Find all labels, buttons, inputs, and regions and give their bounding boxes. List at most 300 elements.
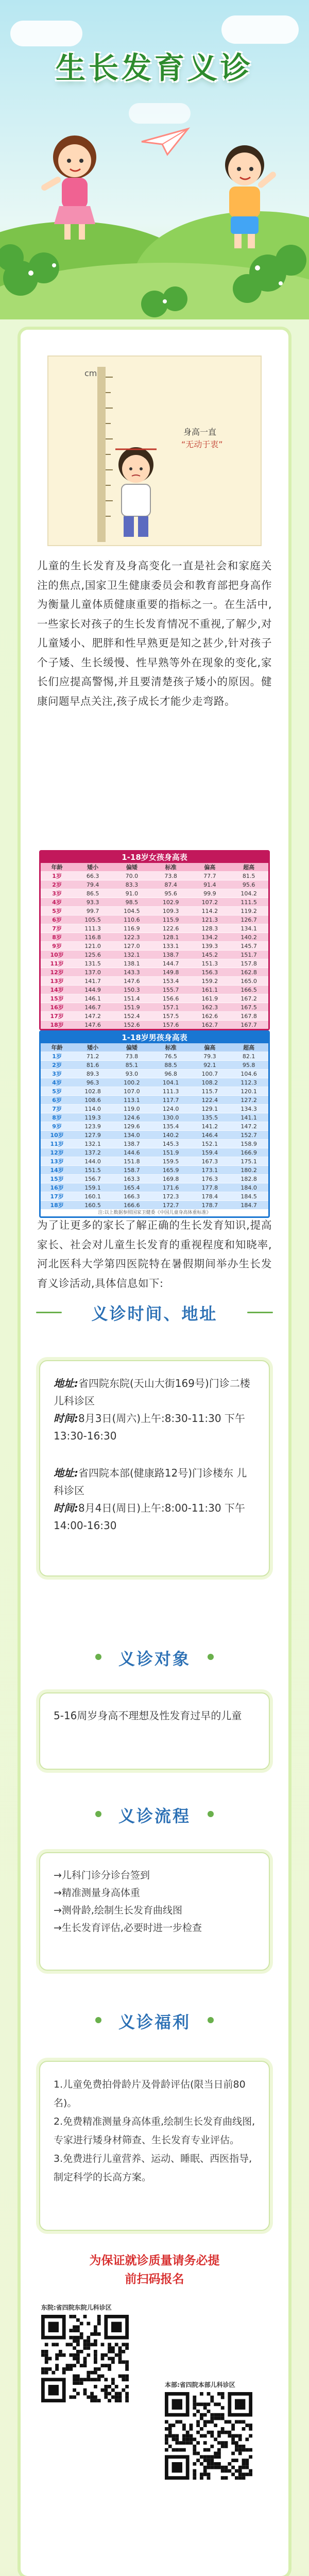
hero-banner: [0, 0, 309, 319]
table-cell: 88.5: [151, 1061, 191, 1070]
table-cell: 6岁: [41, 916, 73, 924]
table-cell: 159.1: [73, 1183, 112, 1192]
table-cell: 83.3: [112, 880, 151, 889]
table-cell: 134.0: [112, 1131, 151, 1140]
ruler-drawing: [48, 357, 261, 545]
target-text: 5-16周岁身高不理想及性发育过早的儿童: [54, 1709, 242, 1722]
table-cell: 140.2: [229, 933, 268, 942]
table-row: [41, 1148, 268, 1157]
table-cell: 122.3: [112, 933, 151, 942]
table-cell: 172.7: [151, 1201, 191, 1210]
table-cell: 143.3: [112, 968, 151, 977]
section-title-time-place: 义诊时间、地址: [91, 1304, 218, 1324]
table-cell: 145.7: [229, 942, 268, 951]
welfare-item: 1.儿童免费拍骨龄片及骨龄评估(限当日前80名)。: [54, 2079, 246, 2109]
table-cell: 178.7: [190, 1201, 229, 1210]
table-cell: 151.8: [112, 1157, 151, 1166]
table-cell: 151.5: [73, 1166, 112, 1175]
table-cell: 166.6: [112, 1201, 151, 1210]
table-header-cell: 偏高: [190, 863, 229, 872]
table-cell: 6岁: [41, 1096, 73, 1105]
table-cell: 157.8: [229, 959, 268, 968]
table-header-cell: 标准: [151, 1043, 191, 1052]
table-cell: 141.1: [229, 1113, 268, 1122]
table-cell: 17岁: [41, 1012, 73, 1021]
table-cell: 79.4: [73, 880, 112, 889]
table-cell: 16岁: [41, 1183, 73, 1192]
table-cell: 11岁: [41, 1140, 73, 1148]
table-header-cell: 偏高: [190, 1043, 229, 1052]
table-cell: 144.6: [112, 1148, 151, 1157]
table-cell: 100.7: [190, 1070, 229, 1078]
table-cell: 12岁: [41, 968, 73, 977]
table-cell: 126.7: [229, 916, 268, 924]
table-cell: 7岁: [41, 1105, 73, 1113]
table-cell: 147.6: [73, 1021, 112, 1029]
table-cell: 128.3: [190, 924, 229, 933]
table-row: [41, 1078, 268, 1087]
table-cell: 14岁: [41, 1166, 73, 1175]
table-cell: 98.5: [112, 898, 151, 907]
table-cell: 104.2: [229, 889, 268, 898]
table-cell: 134.1: [229, 924, 268, 933]
table-cell: 182.8: [229, 1175, 268, 1183]
east-time: 8月3日(周六)上午:8:30-11:30 下午13:30-16:30: [54, 1412, 245, 1442]
table-header-cell: 矮小: [73, 1043, 112, 1052]
table-cell: 137.2: [73, 1148, 112, 1157]
table-cell: 86.5: [73, 889, 112, 898]
table-header-cell: 偏矮: [112, 863, 151, 872]
table-cell: 116.9: [112, 924, 151, 933]
table-row: [41, 1087, 268, 1096]
boys-table-grid: [41, 1043, 268, 1209]
table-cell: 4岁: [41, 898, 73, 907]
table-cell: 77.7: [190, 872, 229, 880]
table-header-cell: 年龄: [41, 863, 73, 872]
table-row: [41, 951, 268, 959]
table-row: [41, 1070, 268, 1078]
table-cell: 93.0: [112, 1070, 151, 1078]
main-address: 省四院本部(健康路12号)门诊楼东 儿科诊区: [54, 1467, 247, 1497]
table-row: [41, 1183, 268, 1192]
table-row: [41, 1131, 268, 1140]
table-header-cell: 超高: [229, 1043, 268, 1052]
qr-east-block: [41, 2303, 129, 2404]
table-cell: 151.9: [112, 1003, 151, 1012]
table-row: [41, 889, 268, 898]
table-cell: 107.2: [190, 898, 229, 907]
table-cell: 10岁: [41, 1131, 73, 1140]
signup-note-line1: 为保证就诊质量请务必提: [89, 2254, 220, 2267]
table-cell: 105.5: [73, 916, 112, 924]
table-cell: 114.0: [73, 1105, 112, 1113]
table-cell: 151.7: [229, 951, 268, 959]
process-step: →精准测量身高体重: [54, 1887, 140, 1899]
table-cell: 66.3: [73, 872, 112, 880]
table-row: [41, 986, 268, 994]
table-cell: 137.0: [73, 968, 112, 977]
signup-note-line2: 前扫码报名: [125, 2273, 184, 2286]
table-cell: 159.4: [190, 1148, 229, 1157]
table-cell: 145.2: [190, 951, 229, 959]
table-cell: 124.6: [112, 1113, 151, 1122]
table-cell: 76.5: [151, 1052, 191, 1061]
main-campus-info: [54, 1464, 255, 1534]
table-cell: 114.2: [190, 907, 229, 916]
table-cell: 147.2: [73, 1012, 112, 1021]
table-cell: 127.0: [112, 942, 151, 951]
table-cell: 141.7: [73, 977, 112, 986]
table-cell: 144.0: [73, 1157, 112, 1166]
table-cell: 108.2: [190, 1078, 229, 1087]
table-row: [41, 1166, 268, 1175]
table-row: [41, 924, 268, 933]
time-label: 时间:: [54, 1412, 78, 1425]
qr-main-block: [165, 2380, 252, 2482]
table-row: [41, 933, 268, 942]
table-cell: 132.1: [73, 1140, 112, 1148]
table-cell: 91.4: [190, 880, 229, 889]
address-label: 地址:: [54, 1377, 78, 1389]
table-cell: 108.6: [73, 1096, 112, 1105]
table-cell: 73.8: [112, 1052, 151, 1061]
table-cell: 102.9: [151, 898, 191, 907]
table-cell: 11岁: [41, 959, 73, 968]
table-cell: 121.0: [73, 942, 112, 951]
time-place-box: [39, 1360, 270, 1577]
table-cell: 117.7: [151, 1096, 191, 1105]
table-cell: 5岁: [41, 907, 73, 916]
boys-height-table: [39, 1030, 270, 1218]
table-cell: 184.0: [229, 1183, 268, 1192]
table-cell: 4岁: [41, 1078, 73, 1087]
table-cell: 147.2: [229, 1122, 268, 1131]
table-cell: 9岁: [41, 1122, 73, 1131]
table-cell: 152.1: [190, 1140, 229, 1148]
table-cell: 109.3: [151, 907, 191, 916]
section-title-welfare: 义诊福利: [118, 2012, 191, 2032]
table-cell: 16岁: [41, 1003, 73, 1012]
table-cell: 184.7: [229, 1201, 268, 1210]
table-header-cell: 偏矮: [112, 1043, 151, 1052]
cloud: [129, 103, 191, 124]
table-cell: 172.3: [151, 1192, 191, 1201]
girls-height-table: [39, 850, 270, 1030]
table-cell: 161.9: [190, 994, 229, 1003]
table-cell: 184.5: [229, 1192, 268, 1201]
table-header-cell: 年龄: [41, 1043, 73, 1052]
ruler-unit-label: cm: [84, 368, 97, 378]
table-header-row: [41, 1043, 268, 1052]
table-cell: 18岁: [41, 1201, 73, 1210]
table-cell: 116.8: [73, 933, 112, 942]
table-cell: 104.5: [112, 907, 151, 916]
table-cell: 121.3: [190, 916, 229, 924]
table-cell: 163.3: [112, 1175, 151, 1183]
table-cell: 17岁: [41, 1192, 73, 1201]
table-cell: 173.1: [190, 1166, 229, 1175]
table-row: [41, 880, 268, 889]
table-cell: 162.6: [190, 1012, 229, 1021]
table-cell: 167.3: [190, 1157, 229, 1166]
table-cell: 139.3: [190, 942, 229, 951]
table-cell: 14岁: [41, 986, 73, 994]
welfare-item: 2.免费精准测量身高体重,绘制生长发育曲线图,专家进行矮身材筛查、生长发育专业评估。: [54, 2116, 255, 2146]
welfare-box: [39, 2061, 270, 2231]
table-cell: 124.0: [151, 1105, 191, 1113]
table-cell: 130.0: [151, 1113, 191, 1122]
table-cell: 119.0: [112, 1105, 151, 1113]
table-cell: 115.7: [190, 1087, 229, 1096]
table-cell: 160.5: [73, 1201, 112, 1210]
table-cell: 157.6: [151, 1021, 191, 1029]
table-cell: 127.2: [229, 1096, 268, 1105]
table-row: [41, 959, 268, 968]
table-cell: 95.6: [229, 880, 268, 889]
welfare-item: 3.免费进行儿童营养、运动、睡眠、西医指导,制定科学的长高方案。: [54, 2153, 252, 2183]
table-cell: 13岁: [41, 977, 73, 986]
table-row: [41, 1012, 268, 1021]
table-row: [41, 1061, 268, 1070]
table-cell: 122.4: [190, 1096, 229, 1105]
table-row: [41, 942, 268, 951]
time-label: 时间:: [54, 1502, 78, 1514]
table-cell: 151.9: [151, 1148, 191, 1157]
table-cell: 8岁: [41, 1113, 73, 1122]
table-cell: 151.4: [112, 994, 151, 1003]
table-cell: 7岁: [41, 924, 73, 933]
east-address: 省四院东院(天山大街169号)门诊二楼 儿科诊区: [54, 1377, 250, 1407]
table-cell: 178.4: [190, 1192, 229, 1201]
table-cell: 162.8: [229, 968, 268, 977]
table-cell: 18岁: [41, 1021, 73, 1029]
table-cell: 146.1: [73, 994, 112, 1003]
table-cell: 12岁: [41, 1148, 73, 1157]
table-cell: 165.4: [112, 1183, 151, 1192]
table-cell: 147.6: [112, 977, 151, 986]
table-cell: 2岁: [41, 880, 73, 889]
table-cell: 129.6: [112, 1122, 151, 1131]
table-cell: 169.8: [151, 1175, 191, 1183]
table-cell: 156.7: [73, 1175, 112, 1183]
table-cell: 156.3: [190, 968, 229, 977]
table-cell: 9岁: [41, 942, 73, 951]
table-cell: 171.6: [151, 1183, 191, 1192]
target-box: [39, 1692, 270, 1770]
table-cell: 110.6: [112, 916, 151, 924]
table-cell: 175.1: [229, 1157, 268, 1166]
table-cell: 122.6: [151, 924, 191, 933]
table-row: [41, 994, 268, 1003]
process-step: →生长发育评估,必要时进一步检查: [54, 1922, 202, 1934]
table-cell: 111.5: [229, 898, 268, 907]
table-cell: 120.1: [229, 1087, 268, 1096]
table-row: [41, 916, 268, 924]
table-cell: 3岁: [41, 889, 73, 898]
lead-paragraph: 为了让更多的家长了解正确的生长发育知识,提高家长、社会对儿童生长发育的重视程度和知晓率,河北医科大学第四医院特在暑假期间举办生长发育义诊活动,具体信息如下:: [37, 1219, 272, 1290]
cloud: [10, 21, 82, 46]
qr-code-east[interactable]: [41, 2315, 129, 2402]
table-cell: 85.1: [112, 1061, 151, 1070]
table-cell: 119.2: [229, 907, 268, 916]
table-cell: 104.6: [229, 1070, 268, 1078]
table-cell: 15岁: [41, 994, 73, 1003]
table-row: [41, 1105, 268, 1113]
paper-plane-icon: [139, 126, 191, 157]
table-row: [41, 968, 268, 977]
table-row: [41, 1122, 268, 1131]
table-cell: 159.2: [190, 977, 229, 986]
table-cell: 111.3: [151, 1087, 191, 1096]
table-row: [41, 872, 268, 880]
table-cell: 158.7: [112, 1166, 151, 1175]
table-cell: 13岁: [41, 1157, 73, 1166]
table-cell: 5岁: [41, 1087, 73, 1096]
table-cell: 70.0: [112, 872, 151, 880]
table-cell: 165.9: [151, 1166, 191, 1175]
table-cell: 162.7: [190, 1021, 229, 1029]
table-cell: 2岁: [41, 1061, 73, 1070]
table-cell: 144.7: [151, 959, 191, 968]
table-cell: 127.9: [73, 1131, 112, 1140]
table-cell: 131.5: [73, 959, 112, 968]
table-cell: 180.2: [229, 1166, 268, 1175]
table-cell: 1岁: [41, 1052, 73, 1061]
table-cell: 112.3: [229, 1078, 268, 1087]
girls-table-grid: [41, 863, 268, 1029]
process-step: →儿科门诊分诊台签到: [54, 1870, 150, 1881]
table-cell: 8岁: [41, 933, 73, 942]
table-cell: 138.7: [151, 951, 191, 959]
table-cell: 141.2: [190, 1122, 229, 1131]
table-cell: 134.3: [229, 1105, 268, 1113]
table-cell: 157.5: [151, 1012, 191, 1021]
qr-code-main[interactable]: [165, 2392, 252, 2480]
girl-illustration: [36, 129, 113, 247]
table-cell: 167.8: [229, 1012, 268, 1021]
table-cell: 96.8: [151, 1070, 191, 1078]
table-cell: 167.7: [229, 1021, 268, 1029]
table-cell: 157.1: [151, 1003, 191, 1012]
table-cell: 87.4: [151, 880, 191, 889]
table-cell: 135.4: [151, 1122, 191, 1131]
table-header-row: [41, 863, 268, 872]
table-row: [41, 1175, 268, 1183]
table-cell: 145.3: [151, 1140, 191, 1148]
table-cell: 158.9: [229, 1140, 268, 1148]
illustration-caption-line2: “无动于衷”: [181, 439, 223, 449]
table-cell: 95.6: [151, 889, 191, 898]
table-cell: 151.3: [190, 959, 229, 968]
table-cell: 125.6: [73, 951, 112, 959]
table-cell: 129.1: [190, 1105, 229, 1113]
east-campus-info: [54, 1375, 255, 1445]
section-title-process: 义诊流程: [118, 1806, 191, 1826]
table-row: [41, 1003, 268, 1012]
table-cell: 123.9: [73, 1122, 112, 1131]
table-cell: 96.3: [73, 1078, 112, 1087]
address-label: 地址:: [54, 1467, 78, 1479]
table-cell: 152.6: [112, 1021, 151, 1029]
table-cell: 150.3: [112, 986, 151, 994]
table-row: [41, 907, 268, 916]
table-cell: 138.1: [112, 959, 151, 968]
table-cell: 152.7: [229, 1131, 268, 1140]
table-header-cell: 超高: [229, 863, 268, 872]
table-cell: 162.3: [190, 1003, 229, 1012]
table-cell: 155.7: [151, 986, 191, 994]
table-cell: 166.5: [229, 986, 268, 994]
table-cell: 92.1: [190, 1061, 229, 1070]
qr-main-caption: 本部:省四院本部儿科诊区: [165, 2381, 235, 2388]
table-cell: 165.0: [229, 977, 268, 986]
table-cell: 10岁: [41, 951, 73, 959]
table-cell: 82.1: [229, 1052, 268, 1061]
table-cell: 111.3: [73, 924, 112, 933]
boy-illustration: [206, 139, 283, 252]
table-cell: 95.8: [229, 1061, 268, 1070]
table-cell: 161.1: [190, 986, 229, 994]
table-cell: 115.9: [151, 916, 191, 924]
main-time: 8月4日(周日)上午:8:00-11:30 下午14:00-16:30: [54, 1502, 245, 1532]
table-cell: 79.3: [190, 1052, 229, 1061]
table-cell: 156.6: [151, 994, 191, 1003]
table-cell: 81.5: [229, 872, 268, 880]
table-cell: 176.3: [190, 1175, 229, 1183]
table-row: [41, 898, 268, 907]
table-cell: 135.5: [190, 1113, 229, 1122]
table-cell: 102.8: [73, 1087, 112, 1096]
table-cell: 149.8: [151, 968, 191, 977]
table-cell: 166.3: [112, 1192, 151, 1201]
table-cell: 71.2: [73, 1052, 112, 1061]
table-cell: 159.5: [151, 1157, 191, 1166]
qr-east-caption: 东院:省四院东院儿科诊区: [41, 2304, 112, 2311]
table-row: [41, 1201, 268, 1210]
section-title-target: 义诊对象: [118, 1649, 191, 1669]
table-cell: 134.2: [190, 933, 229, 942]
table-cell: 132.1: [112, 951, 151, 959]
table-cell: 3岁: [41, 1070, 73, 1078]
illustration-caption-line1: 身高一直: [183, 427, 217, 437]
table-row: [41, 1021, 268, 1029]
table-row: [41, 1113, 268, 1122]
table-cell: 128.1: [151, 933, 191, 942]
table-row: [41, 1157, 268, 1166]
table-cell: 107.0: [112, 1087, 151, 1096]
table-cell: 133.1: [151, 942, 191, 951]
height-ruler-illustration: [47, 355, 262, 546]
table-cell: 91.0: [112, 889, 151, 898]
table-cell: 153.4: [151, 977, 191, 986]
table-cell: 167.5: [229, 1003, 268, 1012]
girls-table-title: 1-18岁女孩身高表: [41, 852, 268, 863]
table-row: [41, 1192, 268, 1201]
table-header-cell: 标准: [151, 863, 191, 872]
table-cell: 146.4: [190, 1131, 229, 1140]
table-cell: 113.1: [112, 1096, 151, 1105]
table-cell: 160.1: [73, 1192, 112, 1201]
table-cell: 146.7: [73, 1003, 112, 1012]
process-box: [39, 1852, 270, 1971]
table-cell: 93.3: [73, 898, 112, 907]
table-cell: 89.3: [73, 1070, 112, 1078]
page-title: 生长发育义诊: [55, 50, 253, 86]
table-cell: 140.2: [151, 1131, 191, 1140]
table-footnote: 注:以上数据参照国家卫健委《中国儿童身高体重标准》: [98, 1210, 211, 1215]
table-cell: 138.7: [112, 1140, 151, 1148]
table-cell: 99.9: [190, 889, 229, 898]
